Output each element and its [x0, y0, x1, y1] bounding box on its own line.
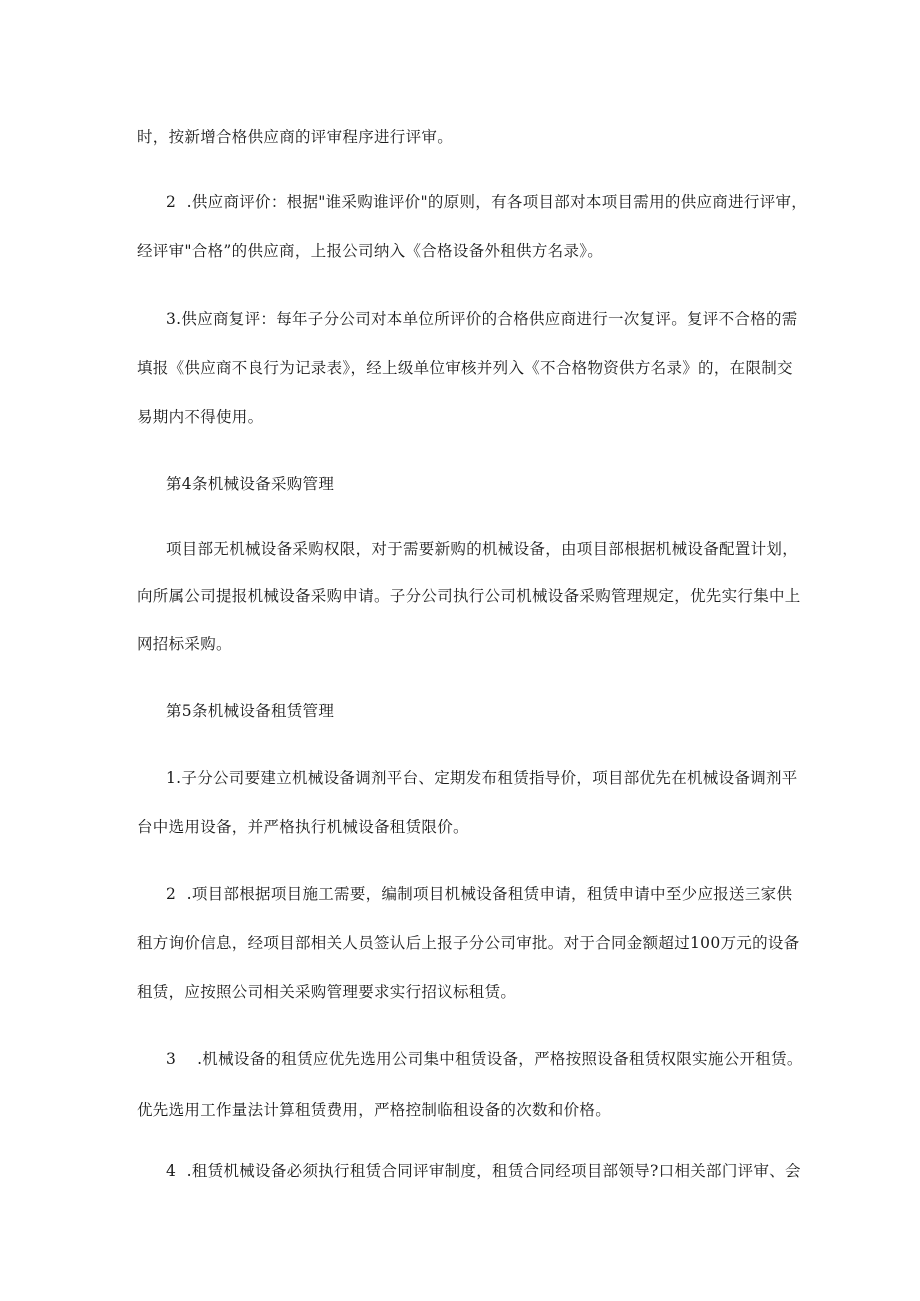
paragraph-line: 填报《供应商不良行为记录表》，经上级单位审核并列入《不合格物资供方名录》的，在限制交	[137, 359, 793, 377]
paragraph-line: 时，按新增合格供应商的评审程序进行评审。	[137, 128, 454, 146]
paragraph-line: 易期内不得使用。	[137, 408, 264, 426]
paragraph-line: 租方询价信息，经项目部相关人员签认后上报子分公司审批。对于合同金额超过100万元的设备	[137, 934, 800, 952]
section-heading: 第4条机械设备采购管理	[166, 475, 335, 493]
paragraph-line: 4 .租赁机械设备必须执行租赁合同评审制度，租赁合同经项目部领导?口相关部门评审、会	[166, 1162, 801, 1180]
paragraph-line: 经评审"合格”的供应商，上报公司纳入《合格设备外租供方名录》。	[137, 242, 604, 260]
paragraph-line: 项目部无机械设备采购权限，对于需要新购的机械设备，由项目部根据机械设备配置计划，	[166, 540, 799, 558]
paragraph-line: 2 .项目部根据项目施工需要，编制项目机械设备租赁申请，租赁申请中至少应报送三家供	[166, 885, 793, 903]
paragraph-line: 1.子分公司要建立机械设备调剂平台、定期发布租赁指导价，项目部优先在机械设备调剂平	[166, 769, 798, 787]
paragraph-line: 网招标采购。	[137, 635, 232, 653]
paragraph-line: 优先选用工作量法计算租赁费用，严格控制临租设备的次数和价格。	[137, 1101, 612, 1119]
paragraph-line: 3 .机械设备的租赁应优先选用公司集中租赁设备，严格按照设备租赁权限实施公开租赁。	[166, 1050, 803, 1068]
paragraph-line: 3.供应商复评：每年子分公司对本单位所评价的合格供应商进行一次复评。复评不合格的需	[166, 310, 798, 328]
paragraph-line: 2 .供应商评价：根据"谁采购谁评价"的原则，有各项目部对本项目需用的供应商进行评审，	[166, 193, 808, 211]
paragraph-line: 台中选用设备，并严格执行机械设备租赁限价。	[137, 818, 469, 836]
paragraph-line: 租赁，应按照公司相关采购管理要求实行招议标租赁。	[137, 983, 517, 1001]
paragraph-line: 向所属公司提报机械设备采购申请。子分公司执行公司机械设备采购管理规定，优先实行集中上	[137, 587, 801, 605]
section-heading: 第5条机械设备租赁管理	[166, 702, 335, 720]
